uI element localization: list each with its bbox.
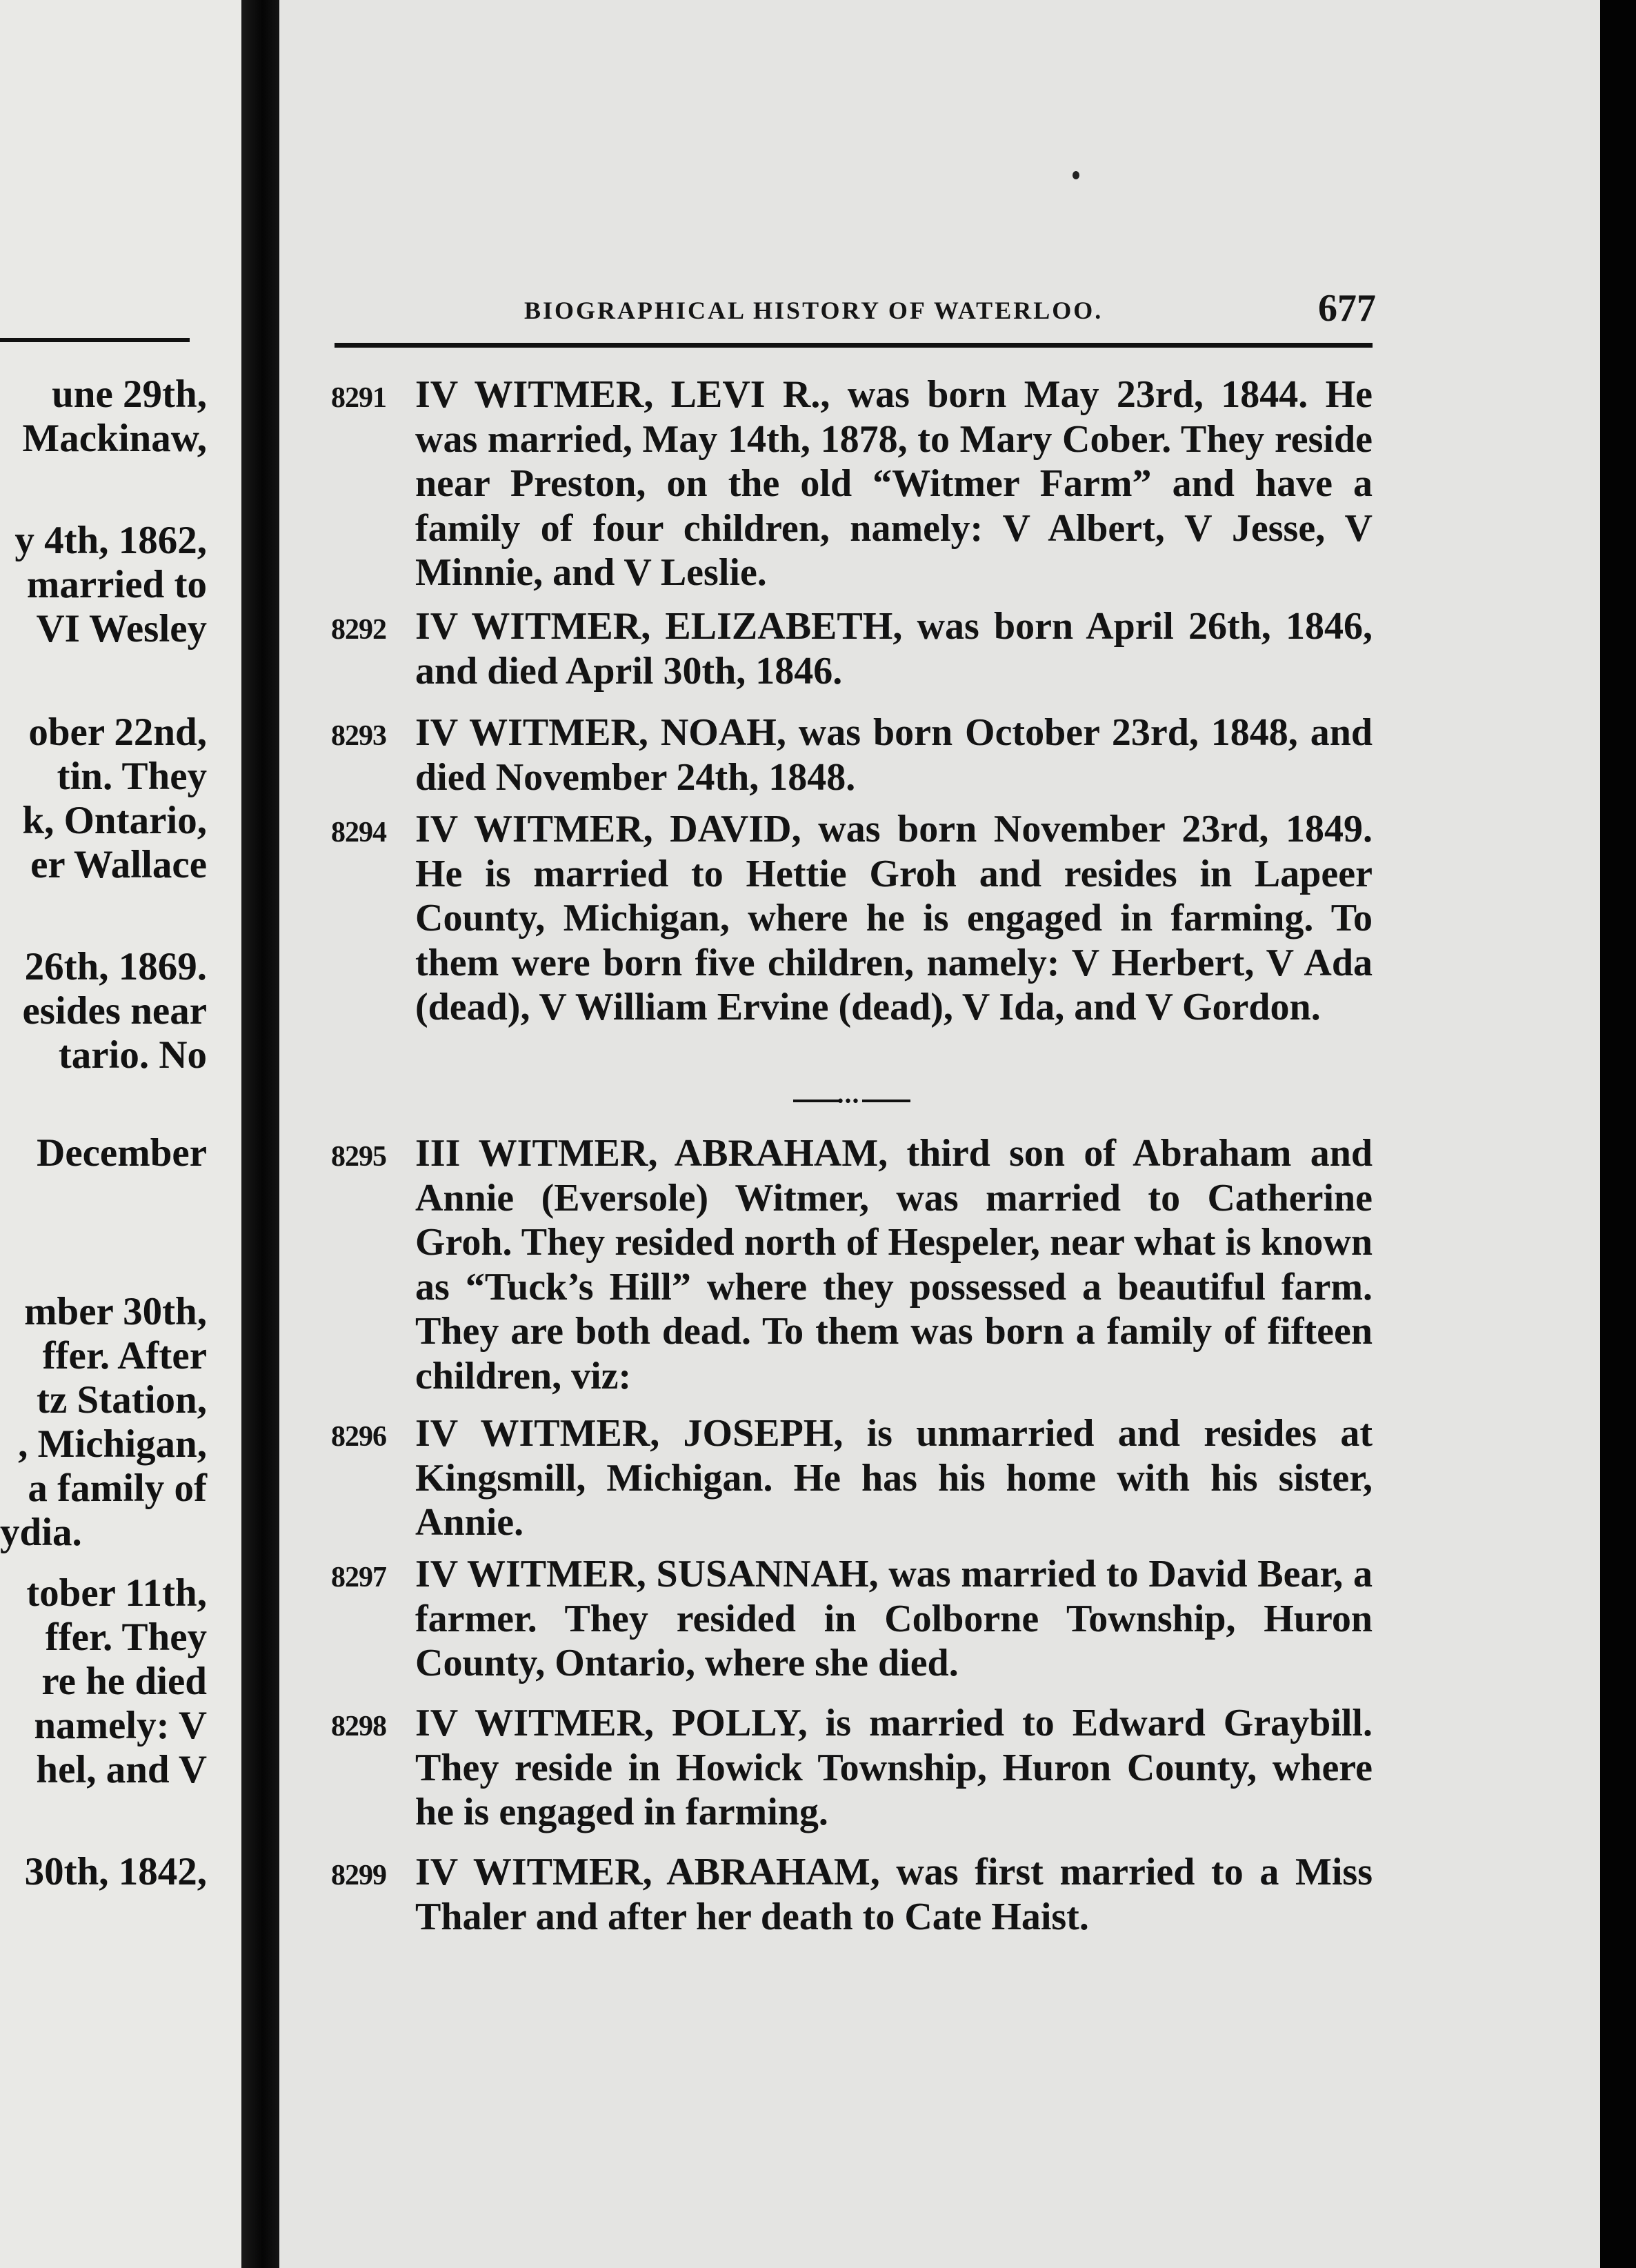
entry-text: IV WITMER, POLLY, is married to Edward Graybill. They reside in Howick Township, Huron County, where he is engaged in farming. <box>415 1702 1373 1833</box>
book-gutter <box>241 0 284 2268</box>
left-page <box>0 0 241 2268</box>
entry-number: 8299 <box>331 1860 386 1891</box>
page-number: 677 <box>1318 287 1376 330</box>
left-fragment: tober 11th, <box>26 1571 207 1615</box>
entry-text: IV WITMER, JOSEPH, is unmarried and resides at Kingsmill, Michigan. He has his home with his sister, Annie. <box>415 1412 1373 1544</box>
left-fragment: re he died <box>41 1660 207 1703</box>
divider-ornament: ••• <box>836 1093 859 1111</box>
running-title: BIOGRAPHICAL HISTORY OF WATERLOO. <box>524 297 1104 324</box>
entry-text: IV WITMER, NOAH, was born October 23rd, 1848, and died November 24th, 1848. <box>415 711 1373 799</box>
left-fragment: namely: V <box>34 1704 207 1747</box>
left-fragment: esides near <box>22 989 207 1033</box>
left-fragment: 30th, 1842, <box>24 1850 207 1893</box>
left-fragment: ydia. <box>0 1511 82 1554</box>
left-fragment: une 29th, <box>52 372 207 416</box>
page-header <box>524 286 1376 335</box>
left-fragment: k, Ontario, <box>22 799 207 842</box>
left-page-header-rule <box>0 338 190 342</box>
header-rule <box>335 343 1373 348</box>
section-divider <box>793 1093 910 1111</box>
left-fragment: Mackinaw, <box>22 417 207 460</box>
left-fragment: tin. They <box>57 755 207 798</box>
left-fragment: er Wallace <box>30 843 207 886</box>
left-fragment: ffer. They <box>45 1615 207 1659</box>
left-fragment: VI Wesley <box>36 607 207 650</box>
entry-text: III WITMER, ABRAHAM, third son of Abraham and Annie (Eversole) Witmer, was married to Catherine Groh. They resided north of Hespeler, near what is known as “Tuck’s Hill” where they possessed a beautiful farm. They are both dead. To them was born a family of fifteen children, viz: <box>415 1132 1373 1397</box>
left-fragment: ffer. After <box>42 1334 207 1377</box>
entry-number: 8298 <box>331 1711 386 1742</box>
entry-number: 8296 <box>331 1421 386 1453</box>
left-fragment: , Michigan, <box>18 1422 207 1466</box>
entry-number: 8297 <box>331 1562 386 1593</box>
entry-text: IV WITMER, DAVID, was born November 23rd, 1849. He is married to Hettie Groh and resides in Lapeer County, Michigan, where he is engaged in farming. To them were born five children, namely: V Herbert, V Ada (dead), V William Ervine (dead), V Ida, and V Gordon. <box>415 808 1373 1028</box>
left-fragment: married to <box>26 563 207 606</box>
left-fragment: ober 22nd, <box>28 710 207 754</box>
entry-text: IV WITMER, ELIZABETH, was born April 26th, 1846, and died April 30th, 1846. <box>415 605 1373 693</box>
left-fragment: hel, and V <box>36 1748 207 1791</box>
entry-text: IV WITMER, SUSANNAH, was married to David Bear, a farmer. They resided in Colborne Township, Huron County, Ontario, where she died. <box>415 1553 1373 1684</box>
entry-number: 8294 <box>331 817 386 848</box>
left-fragment: mber 30th, <box>24 1290 207 1333</box>
left-fragment: tz Station, <box>37 1378 207 1422</box>
entry-number: 8293 <box>331 720 386 752</box>
page-edge-shadow <box>1600 0 1636 2268</box>
left-fragment: tario. No <box>58 1033 207 1077</box>
entry-text: IV WITMER, ABRAHAM, was first married to a Miss Thaler and after her death to Cate Haist. <box>415 1851 1373 1938</box>
left-fragment: 26th, 1869. <box>24 945 207 988</box>
entry-number: 8291 <box>331 382 386 414</box>
left-fragment: y 4th, 1862, <box>14 519 207 562</box>
entry-text: IV WITMER, LEVI R., was born May 23rd, 1844. He was married, May 14th, 1878, to Mary Cober. They reside near Preston, on the old “Witmer Farm” and have a family of four children, namely: V Albert, V Jesse, V Minnie, and V Leslie. <box>415 373 1373 594</box>
left-fragment: a family of <box>28 1466 207 1510</box>
left-fragment: December <box>37 1131 207 1175</box>
entry-number: 8292 <box>331 614 386 646</box>
ink-speck <box>1073 171 1079 179</box>
entry-number: 8295 <box>331 1141 386 1173</box>
